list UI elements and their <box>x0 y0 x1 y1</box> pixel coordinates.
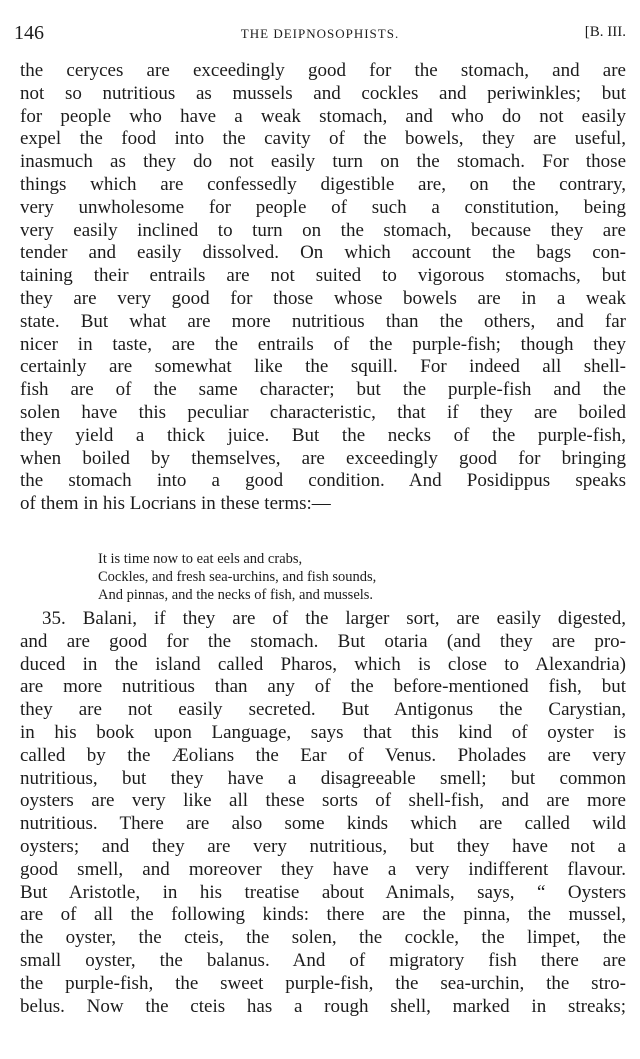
verse-quotation <box>98 550 376 604</box>
running-title: THE DEIPNOSOPHISTS. <box>240 26 400 41</box>
text-line: they are not easily secreted. But Antigonus the Carystian, <box>20 699 626 721</box>
text-line: oysters are very like all these sorts of shell-fish, and are more <box>20 790 626 812</box>
text-line: they yield a thick juice. But the necks of the purple-fish, <box>20 424 626 446</box>
running-header <box>14 22 626 48</box>
text-line: But Aristotle, in his treatise about Animals, says, “ Oysters <box>20 881 626 903</box>
text-line: the purple-fish, the sweet purple-fish, the sea-urchin, the stro- <box>20 972 626 994</box>
text-line: the stomach into a good condition. And Posidippus speaks <box>20 470 626 492</box>
text-line: very easily inclined to turn on the stomach, because they are <box>20 219 626 241</box>
text-line: nutritious, but they have a disagreeable smell; but common <box>20 767 626 789</box>
text-line: small oyster, the balanus. And of migratory fish there are <box>20 949 626 971</box>
text-line: for people who have a weak stomach, and who do not easily <box>20 105 626 127</box>
paragraph-35 <box>20 608 626 1018</box>
text-line: duced in the island called Pharos, which is close to Alexandria) <box>20 653 626 675</box>
text-line: solen have this peculiar characteristic, that if they are boiled <box>20 401 626 423</box>
text-line: inasmuch as they do not easily turn on the stomach. For those <box>20 151 626 173</box>
verse-line: And pinnas, and the necks of fish, and mussels. <box>98 587 374 603</box>
book-marker: [B. III. <box>584 24 626 40</box>
page-number: 146 <box>14 22 44 44</box>
text-line: in his book upon Language, says that this kind of oyster is <box>20 721 626 743</box>
text-line: certainly are somewhat like the squill. For indeed all shell- <box>20 356 626 378</box>
text-line: tender and easily dissolved. On which account the bags con- <box>20 242 626 264</box>
text-line: nutritious. There are also some kinds which are called wild <box>20 813 626 835</box>
text-line: things which are confessedly digestible are, on the contrary, <box>20 173 626 195</box>
text-line: when boiled by themselves, are exceedingly good for bringing <box>20 447 626 469</box>
text-line: oysters; and they are very nutritious, but they have not a <box>20 835 626 857</box>
text-line: nicer in taste, are the entrails of the purple-fish; though they <box>20 333 626 355</box>
text-line: very unwholesome for people of such a constitution, being <box>20 196 626 218</box>
text-line: good smell, and moreover they have a very indifferent flavour. <box>20 858 626 880</box>
text-line: they are very good for those whose bowels are in a weak <box>20 287 626 309</box>
text-line: expel the food into the cavity of the bowels, they are useful, <box>20 128 626 150</box>
verse-line: Cockles, and fresh sea-urchins, and fish sounds, <box>98 569 377 585</box>
text-line: and are good for the stomach. But otaria (and they are pro- <box>20 630 626 652</box>
text-line: called by the Æolians the Ear of Venus. Pholades are very <box>20 744 626 766</box>
text-line: are more nutritious than any of the before-mentioned fish, but <box>20 676 626 698</box>
verse-line: It is time now to eat eels and crabs, <box>98 551 303 567</box>
text-line: taining their entrails are not suited to vigorous stomachs, but <box>20 265 626 287</box>
text-line: 35. Balani, if they are of the larger sort, are easily digested, <box>42 608 626 629</box>
text-line: of them in his Locrians in these terms:— <box>20 493 331 515</box>
text-line: the ceryces are exceedingly good for the stomach, and are <box>20 60 626 81</box>
text-line: the oyster, the cteis, the solen, the cockle, the limpet, the <box>20 927 626 949</box>
text-line: belus. Now the cteis has a rough shell, marked in streaks; <box>20 995 626 1017</box>
text-line: fish are of the same character; but the purple-fish and the <box>20 379 626 401</box>
text-line: not so nutritious as mussels and cockles and periwinkles; but <box>20 82 626 104</box>
text-line: state. But what are more nutritious than the others, and far <box>20 310 626 332</box>
text-line: are of all the following kinds: there are the pinna, the mussel, <box>20 904 626 926</box>
paragraph-1 <box>20 60 626 516</box>
